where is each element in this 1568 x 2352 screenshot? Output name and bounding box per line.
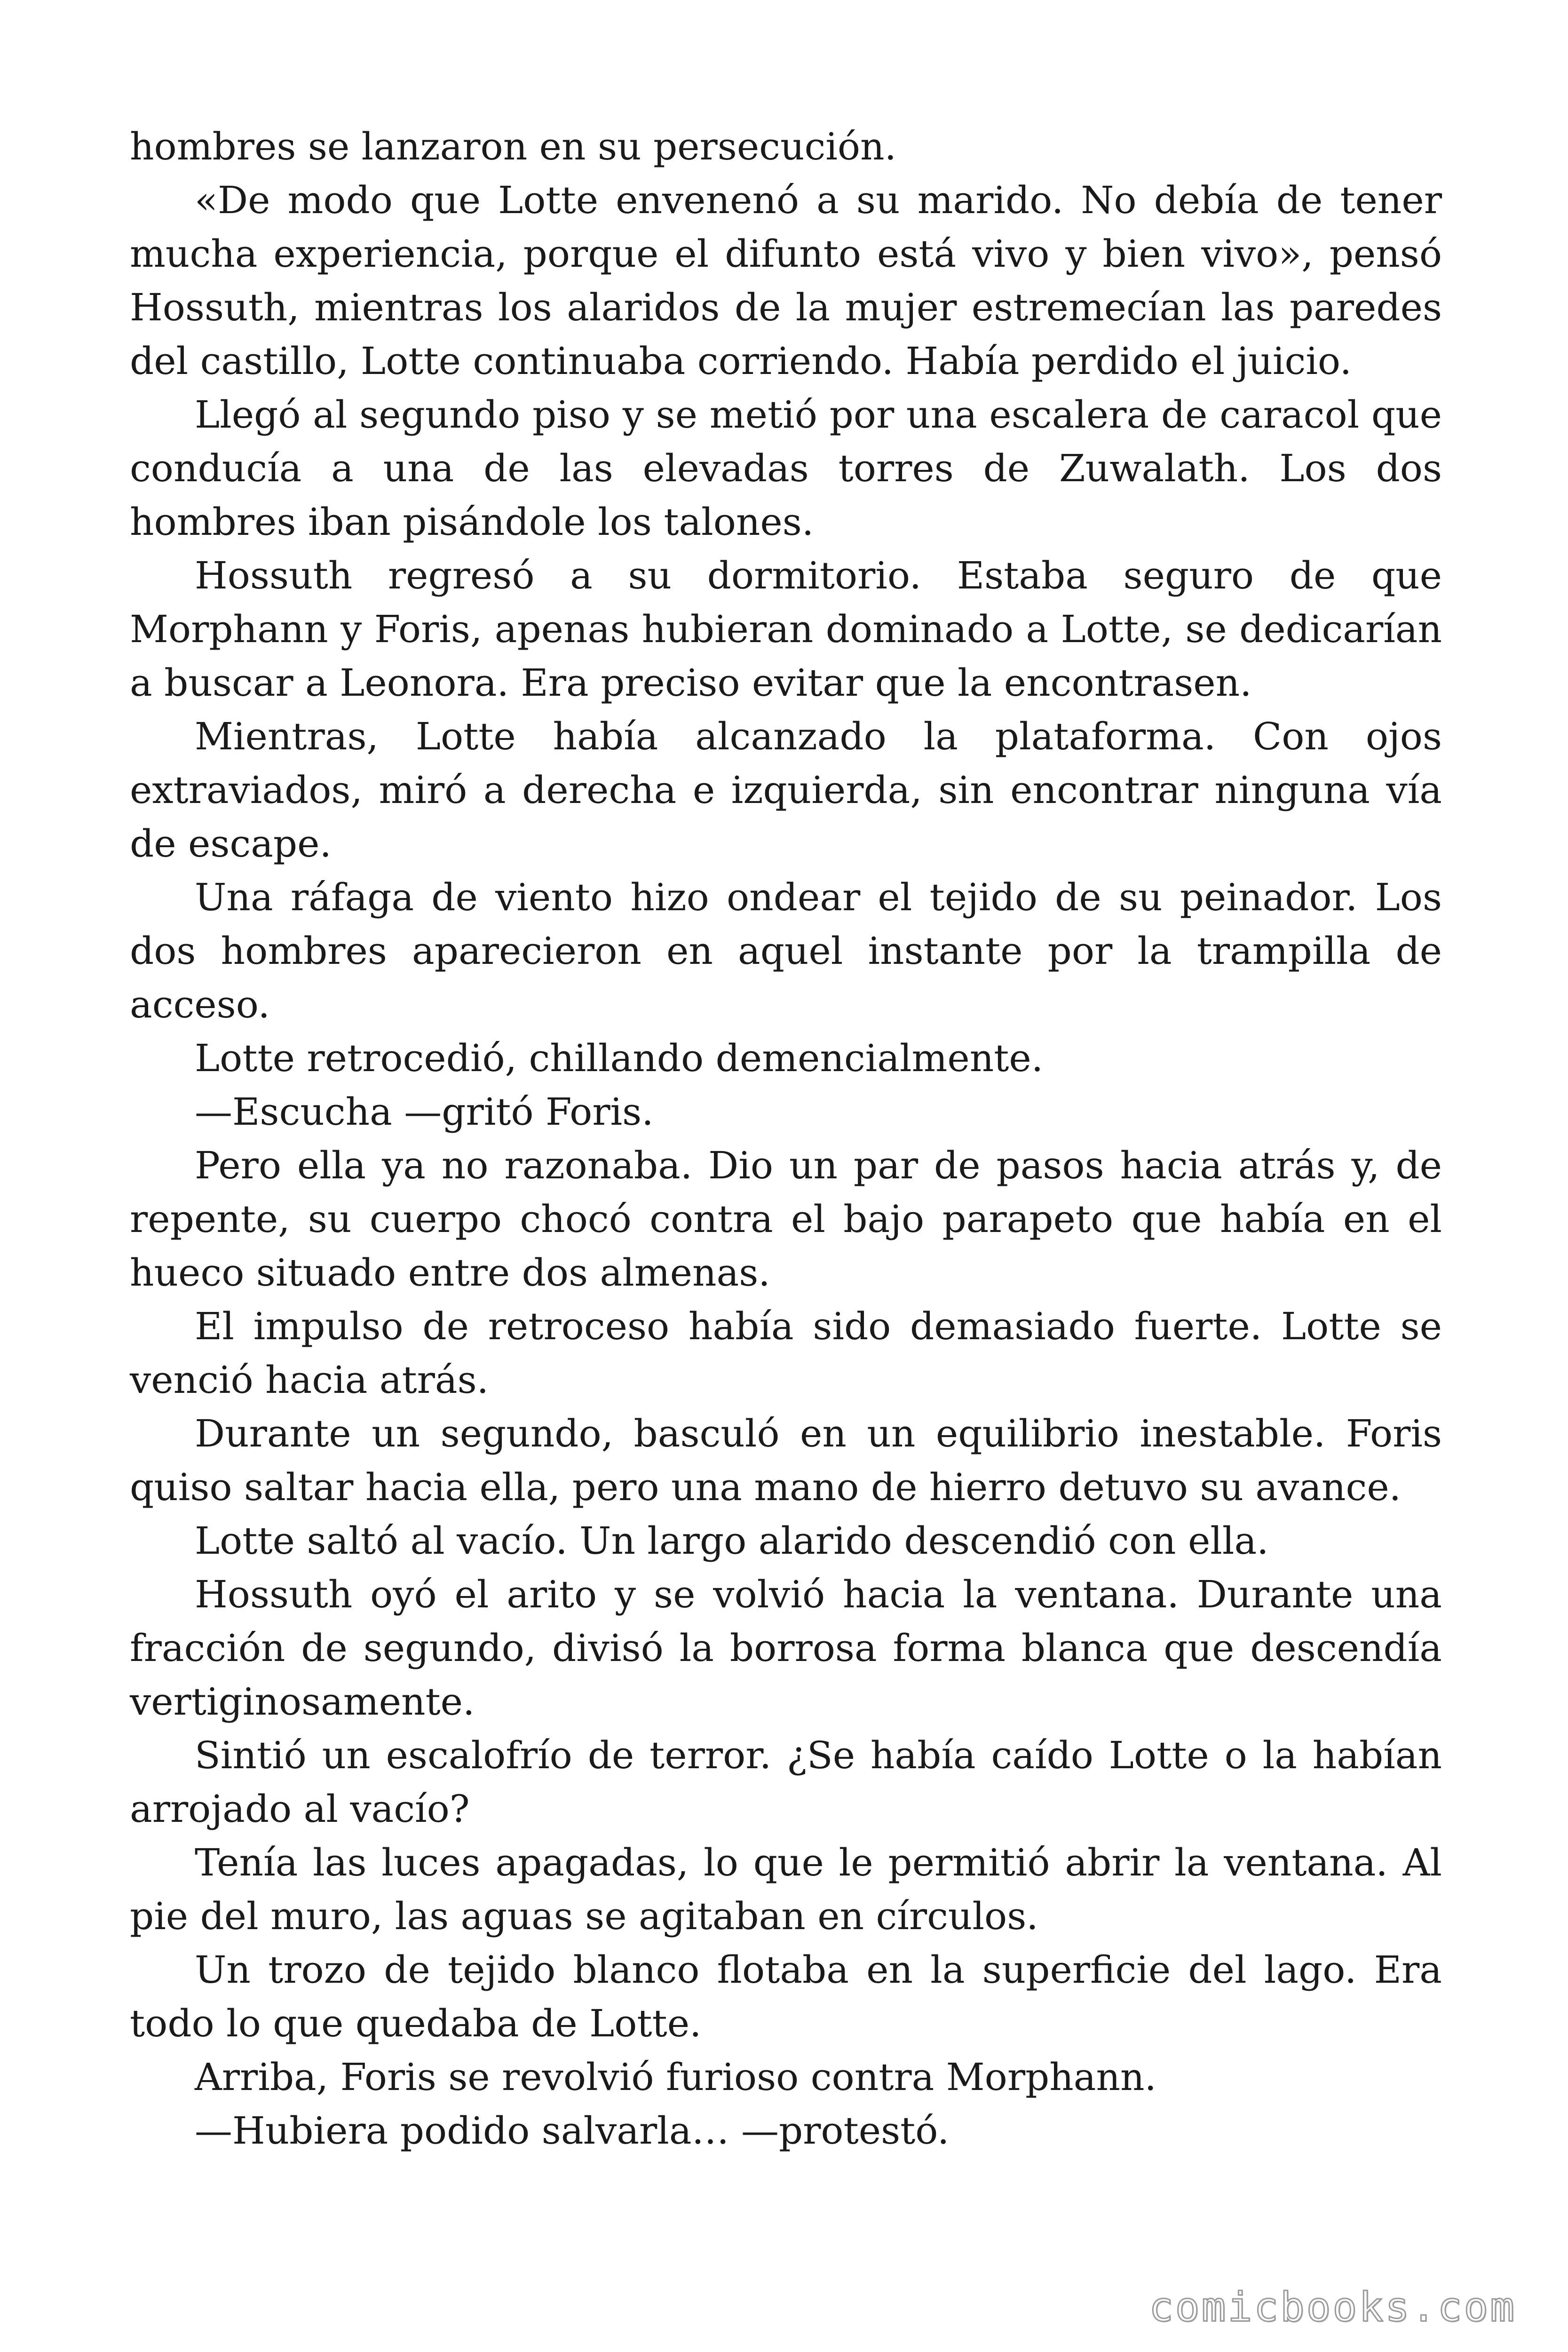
paragraph-14: Sintió un escalofrío de terror. ¿Se había caído Lotte o la habían arrojado al vacío?: [130, 1733, 1442, 1831]
paragraph-10: El impulso de retroceso había sido demasiado fuerte. Lotte se venció hacia atrás.: [130, 1304, 1442, 1402]
watermark: comicbooks.com: [1149, 2284, 1516, 2331]
paragraph-12: Lotte saltó al vacío. Un largo alarido descendió con ella.: [195, 1519, 1269, 1563]
paragraph-3: Llegó al segundo piso y se metió por una escalera de caracol que conducía a una de las elevadas torres de Zuwalath. Los dos hombres iban pisándole los talones.: [130, 393, 1442, 544]
paragraph-2: «De modo que Lotte envenenó a su marido. No debía de tener mucha experiencia, porque el difunto está vivo y bien vivo», pensó Hossuth, mientras los alaridos de la mujer estremecían las paredes del castillo, Lotte continuaba corriendo. Había perdido el juicio.: [130, 178, 1442, 383]
paragraph-15: Tenía las luces apagadas, lo que le permitió abrir la ventana. Al pie del muro, las aguas se agitaban en círculos.: [130, 1841, 1442, 1938]
paragraph-1: hombres se lanzaron en su persecución.: [130, 125, 896, 168]
paragraph-7: Lotte retrocedió, chillando demencialmente.: [195, 1036, 1044, 1080]
paragraph-11: Durante un segundo, basculó en un equilibrio inestable. Foris quiso saltar hacia ella, pero una mano de hierro detuvo su avance.: [130, 1412, 1442, 1509]
paragraph-13: Hossuth oyó el arito y se volvió hacia la ventana. Durante una fracción de segundo, divisó la borrosa forma blanca que descendía vertiginosamente.: [130, 1573, 1442, 1724]
paragraph-18: —Hubiera podido salvarla… —protestó.: [195, 2109, 950, 2153]
paragraph-9: Pero ella ya no razonaba. Dio un par de pasos hacia atrás y, de repente, su cuerpo chocó contra el bajo parapeto que había en el hueco situado entre dos almenas.: [130, 1144, 1442, 1295]
paragraph-17: Arriba, Foris se revolvió furioso contra Morphann.: [195, 2055, 1156, 2099]
paragraph-16: Un trozo de tejido blanco flotaba en la superficie del lago. Era todo lo que quedaba de Lotte.: [130, 1948, 1442, 2045]
paragraph-6: Una ráfaga de viento hizo ondear el tejido de su peinador. Los dos hombres aparecieron en aquel instante por la trampilla de acceso.: [130, 875, 1442, 1026]
page-body-text: [130, 120, 1442, 2158]
paragraph-8: —Escucha —gritó Foris.: [195, 1090, 654, 1134]
paragraph-4: Hossuth regresó a su dormitorio. Estaba seguro de que Morphann y Foris, apenas hubieran dominado a Lotte, se dedicarían a buscar a Leonora. Era preciso evitar que la encontrasen.: [130, 554, 1442, 705]
paragraph-5: Mientras, Lotte había alcanzado la plataforma. Con ojos extraviados, miró a derecha e izquierda, sin encontrar ninguna vía de escape.: [130, 715, 1442, 866]
